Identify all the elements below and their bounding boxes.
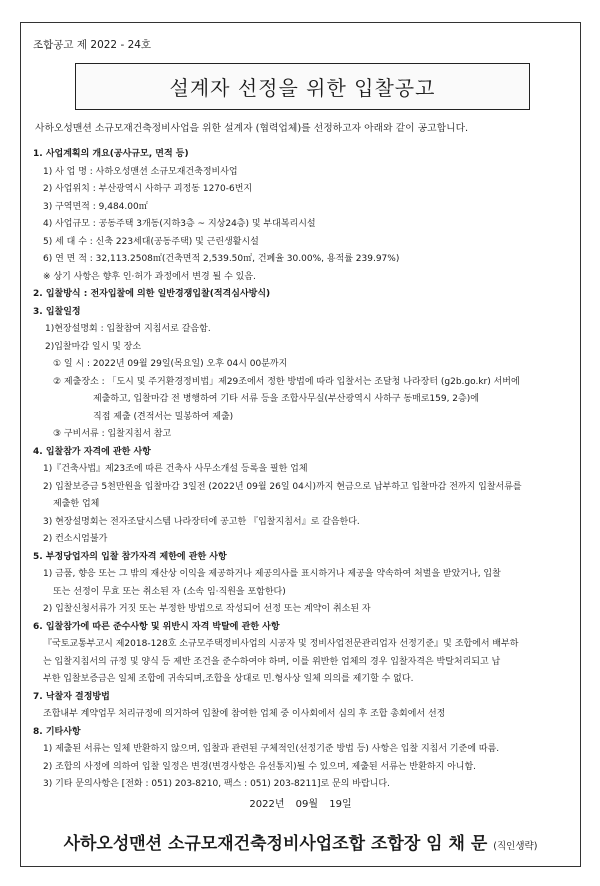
body-line: 3) 구역면적 : 9,484.00㎡ xyxy=(43,201,148,212)
body-line: ※ 상기 사항은 향후 인·허가 과정에서 변경 될 수 있음. xyxy=(43,271,256,282)
notice-number: 조합공고 제 2022 - 24호 xyxy=(33,39,152,51)
title-box xyxy=(75,63,530,110)
body-line: 『국토교통부고시 제2018-128호 소규모주택정비사업의 시공자 및 정비사업전문관리업자 선정기준』및 조합에서 배부하 xyxy=(43,639,519,649)
body-line: 2) 컨소시엄불가 xyxy=(43,534,108,544)
body-line: 1)현장설명회 : 입찰참여 지침서로 갈음함. xyxy=(45,324,211,334)
section-heading: 6. 입찰참가에 따른 준수사항 및 위반시 자격 박탈에 관한 사항 xyxy=(33,621,280,632)
body-line: ① 일 시 : 2022년 09월 29일(목요일) 오후 04시 00분까지 xyxy=(53,359,288,369)
body-line: 또는 선정이 무효 또는 취소된 자 (소속 임·직원을 포함한다) xyxy=(53,586,286,597)
notice-body xyxy=(33,147,570,795)
section-heading: 7. 낙찰자 결정방법 xyxy=(33,691,110,702)
body-line: 2) 조합의 사정에 의하여 입찰 일정은 변경(변경사항은 유선통지)될 수 있으며, 제출된 서류는 반환하지 아니함. xyxy=(43,761,477,772)
body-line: 조합내부 계약업무 처리규정에 의거하여 입찰에 참여한 업체 중 이사회에서 심의 후 조합 총회에서 선정 xyxy=(43,709,446,719)
page-title: 설계자 선정을 위한 입찰공고 xyxy=(169,76,436,100)
section-heading: 5. 부정당업자의 입찰 참가자격 제한에 관한 사항 xyxy=(33,551,227,562)
signature-block xyxy=(21,829,580,854)
body-line: 3) 현장설명회는 전자조달시스템 나라장터에 공고한 『입찰지침서』로 갈음한다. xyxy=(43,516,360,527)
section-heading: 3. 입찰일정 xyxy=(33,306,81,317)
body-line: 제출한 업체 xyxy=(53,499,100,509)
body-line: 2) 입찰신청서류가 거짓 또는 부정한 방법으로 작성되어 선정 또는 계약이 취소된 자 xyxy=(43,604,371,614)
body-line: ③ 구비서류 : 입찰지침서 참고 xyxy=(53,429,172,439)
section-heading: 1. 사업계획의 개요(공사규모, 면적 등) xyxy=(33,149,189,159)
body-line: 6) 연 면 적 : 32,113.2508㎡(건축면적 2,539.50㎡, 건폐율 30.00%, 용적률 239.97%) xyxy=(43,254,400,264)
body-line: 2) 사업위치 : 부산광역시 사하구 괴정동 1270-6번지 xyxy=(43,184,253,194)
body-line: 2) 입찰보증금 5천만원을 입찰마감 3일전 (2022년 09월 26일 04시)까지 현금으로 납부하고 입찰마감 전까지 입찰서류를 xyxy=(43,481,522,492)
body-line: 1) 제출된 서류는 일체 반환하지 않으며, 입찰과 관련된 구체적인(선정기준 방법 등) 사항은 입찰 지침서 기준에 따름. xyxy=(43,744,500,754)
body-line: 1) 사 업 명 : 사하오성맨션 소규모재건축정비사업 xyxy=(43,166,238,177)
body-line: 부한 입찰보증금은 일체 조합에 귀속되며,조합을 상대로 민.형사상 일체 의의를 제기할 수 없다. xyxy=(43,674,414,684)
body-line: 5) 세 대 수 : 신축 223세대(공동주택) 및 근린생활시설 xyxy=(43,236,259,247)
body-line: ② 제출장소 : 「도시 및 주거환경정비법」제29조에서 정한 방법에 따라 입찰서는 조달청 나라장터 (g2b.go.kr) 서버에 xyxy=(53,376,520,387)
body-line: 제출하고, 입찰마감 전 병행하여 기타 서류 등을 조합사무실(부산광역시 사하구 동매로159, 2층)에 xyxy=(93,394,479,404)
section-heading: 8. 기타사항 xyxy=(33,726,81,737)
body-line: 3) 기타 문의사항은 [전화 : 051) 203-8210, 팩스 : 051) 203-8211]로 문의 바랍니다. xyxy=(43,779,390,789)
signature: 사하오성맨션 소규모재건축정비사업조합 조합장 임 채 문 xyxy=(63,834,488,854)
body-line: 4) 사업규모 : 공동주택 3개동(지하3층 ~ 지상24층) 및 부대복리시설 xyxy=(43,219,316,229)
notice-date: 2022년 09월 19일 xyxy=(249,799,352,810)
seal-note: (직인생략) xyxy=(493,841,538,852)
body-line: 2)입찰마감 일시 및 장소 xyxy=(45,341,142,352)
body-line: 1)『건축사법』제23조에 따른 건축사 사무소개설 등록을 필한 업체 xyxy=(43,464,308,474)
notice-page xyxy=(20,22,581,867)
intro-text: 사하오성맨션 소규모재건축정비사업을 위한 설계자 (협력업체)를 선정하고자 아래와 같이 공고합니다. xyxy=(35,123,469,134)
section-heading: 4. 입찰참가 자격에 관한 사항 xyxy=(33,446,151,457)
body-line: 직접 제출 (견적서는 밀봉하여 제출) xyxy=(93,411,234,422)
body-line: 는 입찰지침서의 규정 및 양식 등 제반 조건을 준수하여야 하며, 이를 위반한 업체의 경우 입찰자격은 박탈처리되고 납 xyxy=(43,656,501,667)
section-heading: 2. 입찰방식 : 전자입찰에 의한 일반경쟁입찰(적격심사방식) xyxy=(33,289,271,299)
body-line: 1) 금품, 향응 또는 그 밖의 재산상 이익을 제공하거나 제공의사를 표시하거나 제공을 약속하여 처벌을 받았거나, 입찰 xyxy=(43,569,501,579)
